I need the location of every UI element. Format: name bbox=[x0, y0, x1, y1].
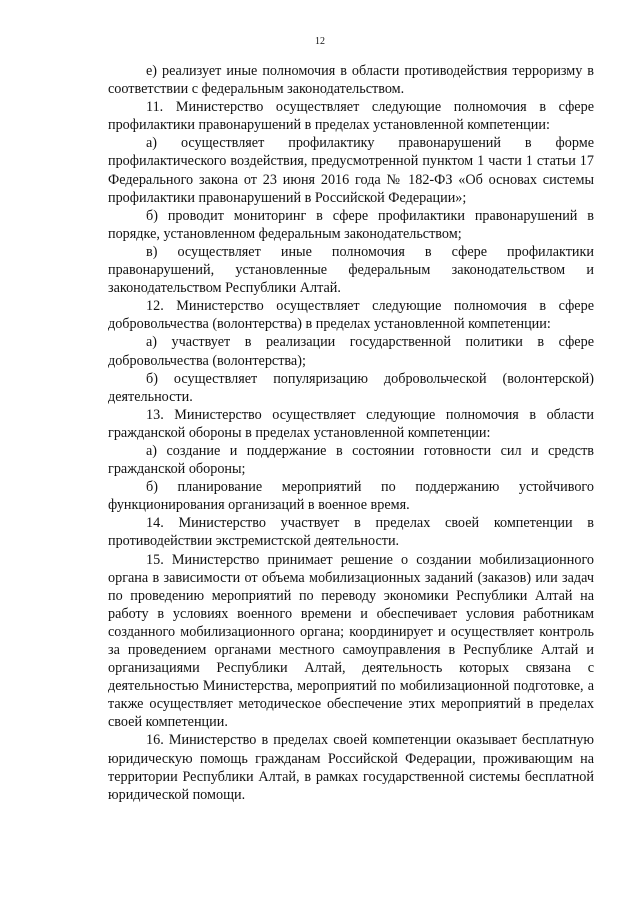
paragraph-12-a: а) участвует в реализации государственной политики в сфере добровольчества (волонтерства); bbox=[108, 334, 594, 369]
paragraph-15-mobilization: 15. Министерство принимает решение о создании мобилизационного органа в зависимости от объема мобилизационных заданий (заказов) или задач по проведению мероприятий по переводу экономики Республики Алтай на работу в условиях военного времени и обеспечивает условия работникам созданного мобилизационного органа; координирует и осуществляет контроль за проведением органами местного самоуправления в Республике Алтай и организациями Республики Алтай, деятельность которых связана с деятельностью Министерства, мероприятий по мобилизационной подготовке, а также осуществляет методическое обеспечение этих мероприятий в пределах своей компетенции. bbox=[108, 551, 594, 731]
paragraph-12-volunteering: 12. Министерство осуществляет следующие полномочия в сфере добровольчества (волонтерства) в пределах установленной компетенции: bbox=[108, 298, 594, 333]
paragraph-16-legal-aid: 16. Министерство в пределах своей компетенции оказывает бесплатную юридическую помощь гражданам Российской Федерации, проживающим на территории Республики Алтай, в рамках государственной системы бесплатной юридической помощи. bbox=[108, 732, 594, 803]
document-body bbox=[108, 62, 594, 804]
page-number: 12 bbox=[315, 36, 325, 47]
paragraph-11-offense-prevention: 11. Министерство осуществляет следующие полномочия в сфере профилактики правонарушений в пределах установленной компетенции: bbox=[108, 99, 594, 134]
paragraph-11-b: б) проводит мониторинг в сфере профилактики правонарушений в порядке, установленном федеральным законодательством; bbox=[108, 207, 594, 242]
paragraph-13-a: а) создание и поддержание в состоянии готовности сил и средств гражданской обороны; bbox=[108, 442, 594, 478]
paragraph-14-extremism: 14. Министерство участвует в пределах своей компетенции в противодействии экстремистской деятельности. bbox=[108, 515, 594, 550]
paragraph-11-v: в) осуществляет иные полномочия в сфере профилактики правонарушений, установленные федеральным законодательством и законодательством Республики Алтай. bbox=[108, 243, 594, 297]
paragraph-11-a: а) осуществляет профилактику правонарушений в форме профилактического воздействия, предусмотренной пунктом 1 части 1 статьи 17 Федерального закона от 23 июня 2016 года № 182-ФЗ «Об основах системы профилактики правонарушений в Российской Федерации»; bbox=[108, 135, 594, 206]
paragraph-13-b: б) планирование мероприятий по поддержанию устойчивого функционирования организаций в военное время. bbox=[108, 479, 594, 514]
paragraph-13-civil-defense: 13. Министерство осуществляет следующие полномочия в области гражданской обороны в пределах установленной компетенции: bbox=[108, 406, 594, 441]
paragraph-12-b: б) осуществляет популяризацию добровольческой (волонтерской) деятельности. bbox=[108, 370, 594, 405]
paragraph-item-e-terrorism: е) реализует иные полномочия в области противодействия терроризму в соответствии с федеральным законодательством. bbox=[108, 63, 594, 98]
